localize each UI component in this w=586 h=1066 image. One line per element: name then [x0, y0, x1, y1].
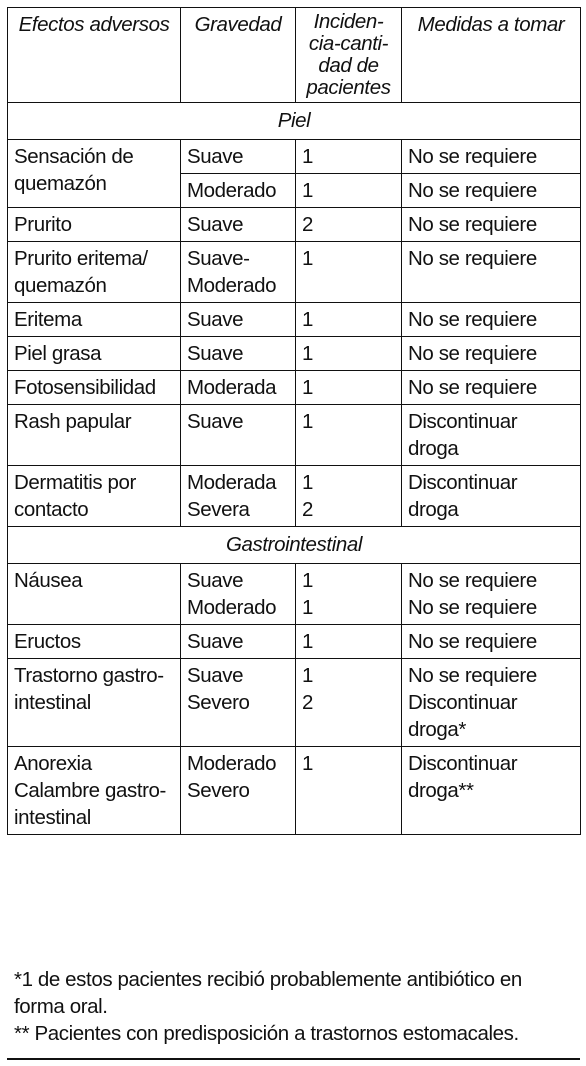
action-cell: No se requiere: [402, 371, 581, 405]
incidence-cell: 1: [296, 747, 402, 835]
action-cell: No se requiere: [402, 140, 581, 174]
action-cell: No se requiere Discontinuar droga*: [402, 659, 581, 747]
footnote-2: ** Pacientes con predisposición a trastornos estomacales.: [14, 1022, 519, 1045]
section-title: Piel: [8, 103, 581, 140]
severity-cell: Suave: [181, 337, 296, 371]
action-cell: No se requiere: [402, 303, 581, 337]
action-cell: Discontinuar droga: [402, 466, 581, 527]
severity-cell: Moderada: [181, 371, 296, 405]
incidence-cell: 1: [296, 140, 402, 174]
footnote-1: *1 de estos pacientes recibió probablemente antibiótico en forma oral.: [14, 968, 522, 1018]
table-row: [8, 659, 581, 747]
table-row: [8, 625, 581, 659]
table-row: [8, 337, 581, 371]
action-cell: No se requiere: [402, 174, 581, 208]
incidence-cell: 1: [296, 371, 402, 405]
table-row: [8, 747, 581, 835]
section-row-piel: [8, 103, 581, 140]
footnotes: [14, 966, 574, 1047]
action-cell: Discontinuar droga**: [402, 747, 581, 835]
table-header: [8, 8, 581, 103]
table-row: [8, 303, 581, 337]
effect-cell: Fotosensibilidad: [8, 371, 181, 405]
section-title: Gastrointestinal: [8, 527, 581, 564]
action-cell: No se requiere: [402, 337, 581, 371]
table-row: [8, 242, 581, 303]
effect-cell: Náusea: [8, 564, 181, 625]
severity-cell: Suave Moderado: [181, 564, 296, 625]
severity-cell: Moderada Severa: [181, 466, 296, 527]
severity-cell: Suave: [181, 208, 296, 242]
severity-cell: Moderado: [181, 174, 296, 208]
table-row: [8, 466, 581, 527]
severity-cell: Suave- Moderado: [181, 242, 296, 303]
incidence-cell: 1 1: [296, 564, 402, 625]
table-row: [8, 564, 581, 625]
incidence-cell: 1: [296, 174, 402, 208]
table-row: [8, 371, 581, 405]
header-efectos-adversos: Efectos adversos: [8, 8, 181, 103]
header-incidencia: Inciden- cia-canti- dad de pacientes: [296, 8, 402, 103]
incidence-cell: 1: [296, 337, 402, 371]
severity-cell: Suave: [181, 140, 296, 174]
severity-cell: Suave Severo: [181, 659, 296, 747]
incidence-cell: 1: [296, 405, 402, 466]
action-cell: No se requiere: [402, 242, 581, 303]
header-gravedad: Gravedad: [181, 8, 296, 103]
header-row: [8, 8, 581, 103]
severity-cell: Suave: [181, 405, 296, 466]
effect-cell: Eritema: [8, 303, 181, 337]
bottom-rule: [7, 1058, 580, 1060]
table-row: [8, 140, 581, 174]
header-medidas: Medidas a tomar: [402, 8, 581, 103]
action-cell: Discontinuar droga: [402, 405, 581, 466]
adverse-effects-table: [7, 7, 581, 835]
incidence-cell: 1 2: [296, 466, 402, 527]
section-row-gastrointestinal: [8, 527, 581, 564]
action-cell: No se requiere: [402, 208, 581, 242]
effect-cell: Piel grasa: [8, 337, 181, 371]
severity-cell: Suave: [181, 625, 296, 659]
effect-cell: Rash papular: [8, 405, 181, 466]
table-body: [8, 103, 581, 835]
table-row: [8, 405, 581, 466]
incidence-cell: 1: [296, 625, 402, 659]
effect-cell: Dermatitis por contacto: [8, 466, 181, 527]
severity-cell: Moderado Severo: [181, 747, 296, 835]
effect-cell: Trastorno gastro- intestinal: [8, 659, 181, 747]
incidence-cell: 2: [296, 208, 402, 242]
effect-cell: Eructos: [8, 625, 181, 659]
incidence-cell: 1: [296, 242, 402, 303]
effect-cell: Prurito: [8, 208, 181, 242]
action-cell: No se requiere No se requiere: [402, 564, 581, 625]
action-cell: No se requiere: [402, 625, 581, 659]
table-row: [8, 208, 581, 242]
incidence-cell: 1: [296, 303, 402, 337]
effect-cell: Anorexia Calambre gastro- intestinal: [8, 747, 181, 835]
severity-cell: Suave: [181, 303, 296, 337]
effect-cell: Prurito eritema/ quemazón: [8, 242, 181, 303]
effect-cell: Sensación de quemazón: [8, 140, 181, 208]
incidence-cell: 1 2: [296, 659, 402, 747]
